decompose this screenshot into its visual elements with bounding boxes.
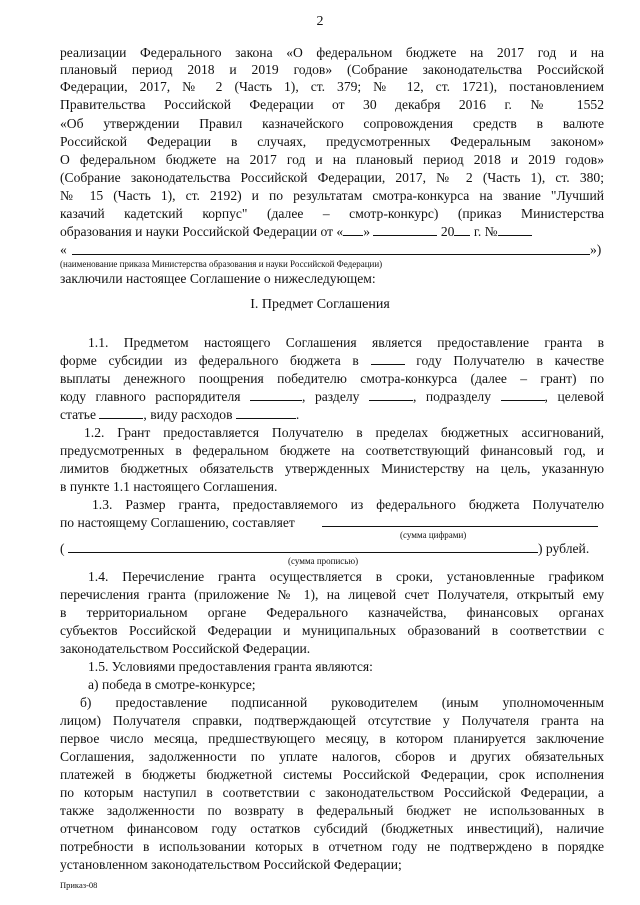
text-line: 1.1. Предметом настоящего Соглашения является предоставление гранта в (88, 335, 604, 350)
text-line: установленном законодательством Российской Федерации; (60, 857, 402, 872)
text-line: коду главного распорядителя , разделу , подразделу , целевой (60, 389, 604, 404)
section-title: I. Предмет Соглашения (250, 297, 390, 312)
text-line: также задолженности по возврату в федеральный бюджет не использованных в (60, 803, 604, 818)
text-line: по которым наступил в соответствии с законодательством Российской Федерации, а (60, 785, 604, 800)
order-date-line (60, 223, 604, 240)
text-line: Правительства Российской Федерации от 30 декабря 2016 г. № 1552 (60, 97, 604, 112)
grant-year-field[interactable] (371, 352, 405, 365)
text-line: № 15 (Часть 1), ст. 2192) и по результатам смотра-конкурса на звание "Лучший (60, 188, 604, 203)
text-line: перечисления гранта (приложение № 1), на лицевой счет Получателя, открытый ему (60, 587, 604, 602)
text-line: выплаты денежного поощрения победителю смотра-конкурса (далее – грант) по (60, 371, 604, 386)
text-line: субъектов Российской Федерации и муниципальных образований в соответствии с (60, 623, 604, 638)
text-line: предусмотренных в федеральном бюджете на соответствующий финансовый год, и (60, 443, 604, 458)
text-line: статье , виду расходов . (60, 407, 300, 422)
text-line: законодательством Российской Федерации. (60, 641, 311, 656)
order-name-close-quote: ») (590, 242, 602, 257)
text-line: О федеральном бюджете на 2017 год и на плановый период 2018 и 2019 годов» (60, 152, 604, 167)
order-name-caption: (наименование приказа Министерства образования и науки Российской Федерации) (60, 259, 383, 269)
text-line: первое число месяца, предшествующего месяцу, в котором планируется заключение (60, 731, 604, 746)
text-line: лицом) Получателя справки, подтверждающей отсутствие у Получателя гранта на (60, 713, 604, 728)
order-day-field[interactable] (343, 223, 363, 236)
text-line: лимитов бюджетных обязательств утвержденных Министерству на цель, указанную (60, 461, 604, 476)
order-name-open-quote: « (60, 242, 67, 257)
footer-code: Приказ-08 (60, 880, 98, 890)
text-line: б) предоставление подписанной руководителем (иным уполномоченным (80, 695, 604, 710)
order-year-field[interactable] (454, 223, 470, 236)
text-line: по настоящему Соглашению, составляет (60, 515, 295, 530)
text-line: платежей в бюджеты бюджетной системы Российской Федерации, срок исполнения (60, 767, 604, 782)
order-quote: » (363, 224, 371, 239)
sum-words-close: ) рублей. (538, 541, 590, 556)
text-line: отчетном финансовом году остатков субсидий (бюджетных инвестиций), наличие (60, 821, 604, 836)
text-line: 1.3. Размер гранта, предоставляемого из федерального бюджета Получателю (92, 497, 604, 512)
text-line: форме субсидии из федерального бюджета в году Получателю в качестве (60, 353, 605, 368)
expense-type-field[interactable] (236, 406, 296, 419)
grant-sum-words-field[interactable] (68, 552, 538, 553)
text-line: Российской Федерации в случаях, предусмотренных Федеральным законом» (60, 134, 604, 149)
text-line: а) победа в смотре-конкурсе; (88, 677, 256, 692)
subsection-code-field[interactable] (501, 388, 545, 401)
order-prefix: образования и науки Российской Федерации от « (60, 224, 344, 239)
text-line: «Об утверждении Правил казначейского сопровождения средств в валюте (60, 116, 604, 131)
chief-administrator-code-field[interactable] (250, 388, 302, 401)
text-line: плановый период 2018 и 2019 годов» (Собрание законодательства Российской (60, 62, 604, 77)
sum-digits-caption: (сумма цифрами) (400, 530, 467, 540)
text-line: потребности в использовании которых в отчетном году не подтверждено в порядке (60, 839, 604, 854)
concluded-line: заключили настоящее Соглашение о нижеследующем: (60, 271, 376, 286)
text-line: в территориальном органе Федерального казначейства, финансовых органах (60, 605, 604, 620)
target-article-field[interactable] (99, 406, 143, 419)
order-month-field[interactable] (373, 223, 437, 236)
text-line: казачий кадетский корпус" (далее – смотр-конкурс) (приказ Министерства (60, 206, 604, 221)
order-number-label: г. № (473, 224, 498, 239)
order-name-field[interactable] (72, 254, 590, 255)
sum-words-open: ( (60, 541, 65, 556)
text-line: реализации Федерального закона «О федеральном бюджете на 2017 год и на (60, 45, 604, 60)
grant-sum-digits-field[interactable] (322, 526, 598, 527)
text-line: 1.4. Перечисление гранта осуществляется в сроки, установленные графиком (88, 569, 604, 584)
order-number-field[interactable] (498, 223, 532, 236)
text-line: 1.5. Условиями предоставления гранта являются: (88, 659, 373, 674)
text-line: в пункте 1.1 настоящего Соглашения. (60, 479, 278, 494)
order-year-prefix: 20 (440, 224, 455, 239)
section-code-field[interactable] (369, 388, 413, 401)
page-number: 2 (316, 14, 324, 29)
text-line: Федерации, 2017, № 2 (Часть 1), ст. 379; № 12, ст. 1721), постановлением (60, 79, 604, 94)
text-line: 1.2. Грант предоставляется Получателю в пределах бюджетных ассигнований, (84, 425, 604, 440)
text-line: (Собрание законодательства Российской Федерации, 2017, № 2 (Часть 1), ст. 380; (60, 170, 604, 185)
text-line: Соглашения, задолженности по уплате налогов, сборов и других обязательных (60, 749, 604, 764)
sum-words-caption: (сумма прописью) (288, 556, 359, 566)
